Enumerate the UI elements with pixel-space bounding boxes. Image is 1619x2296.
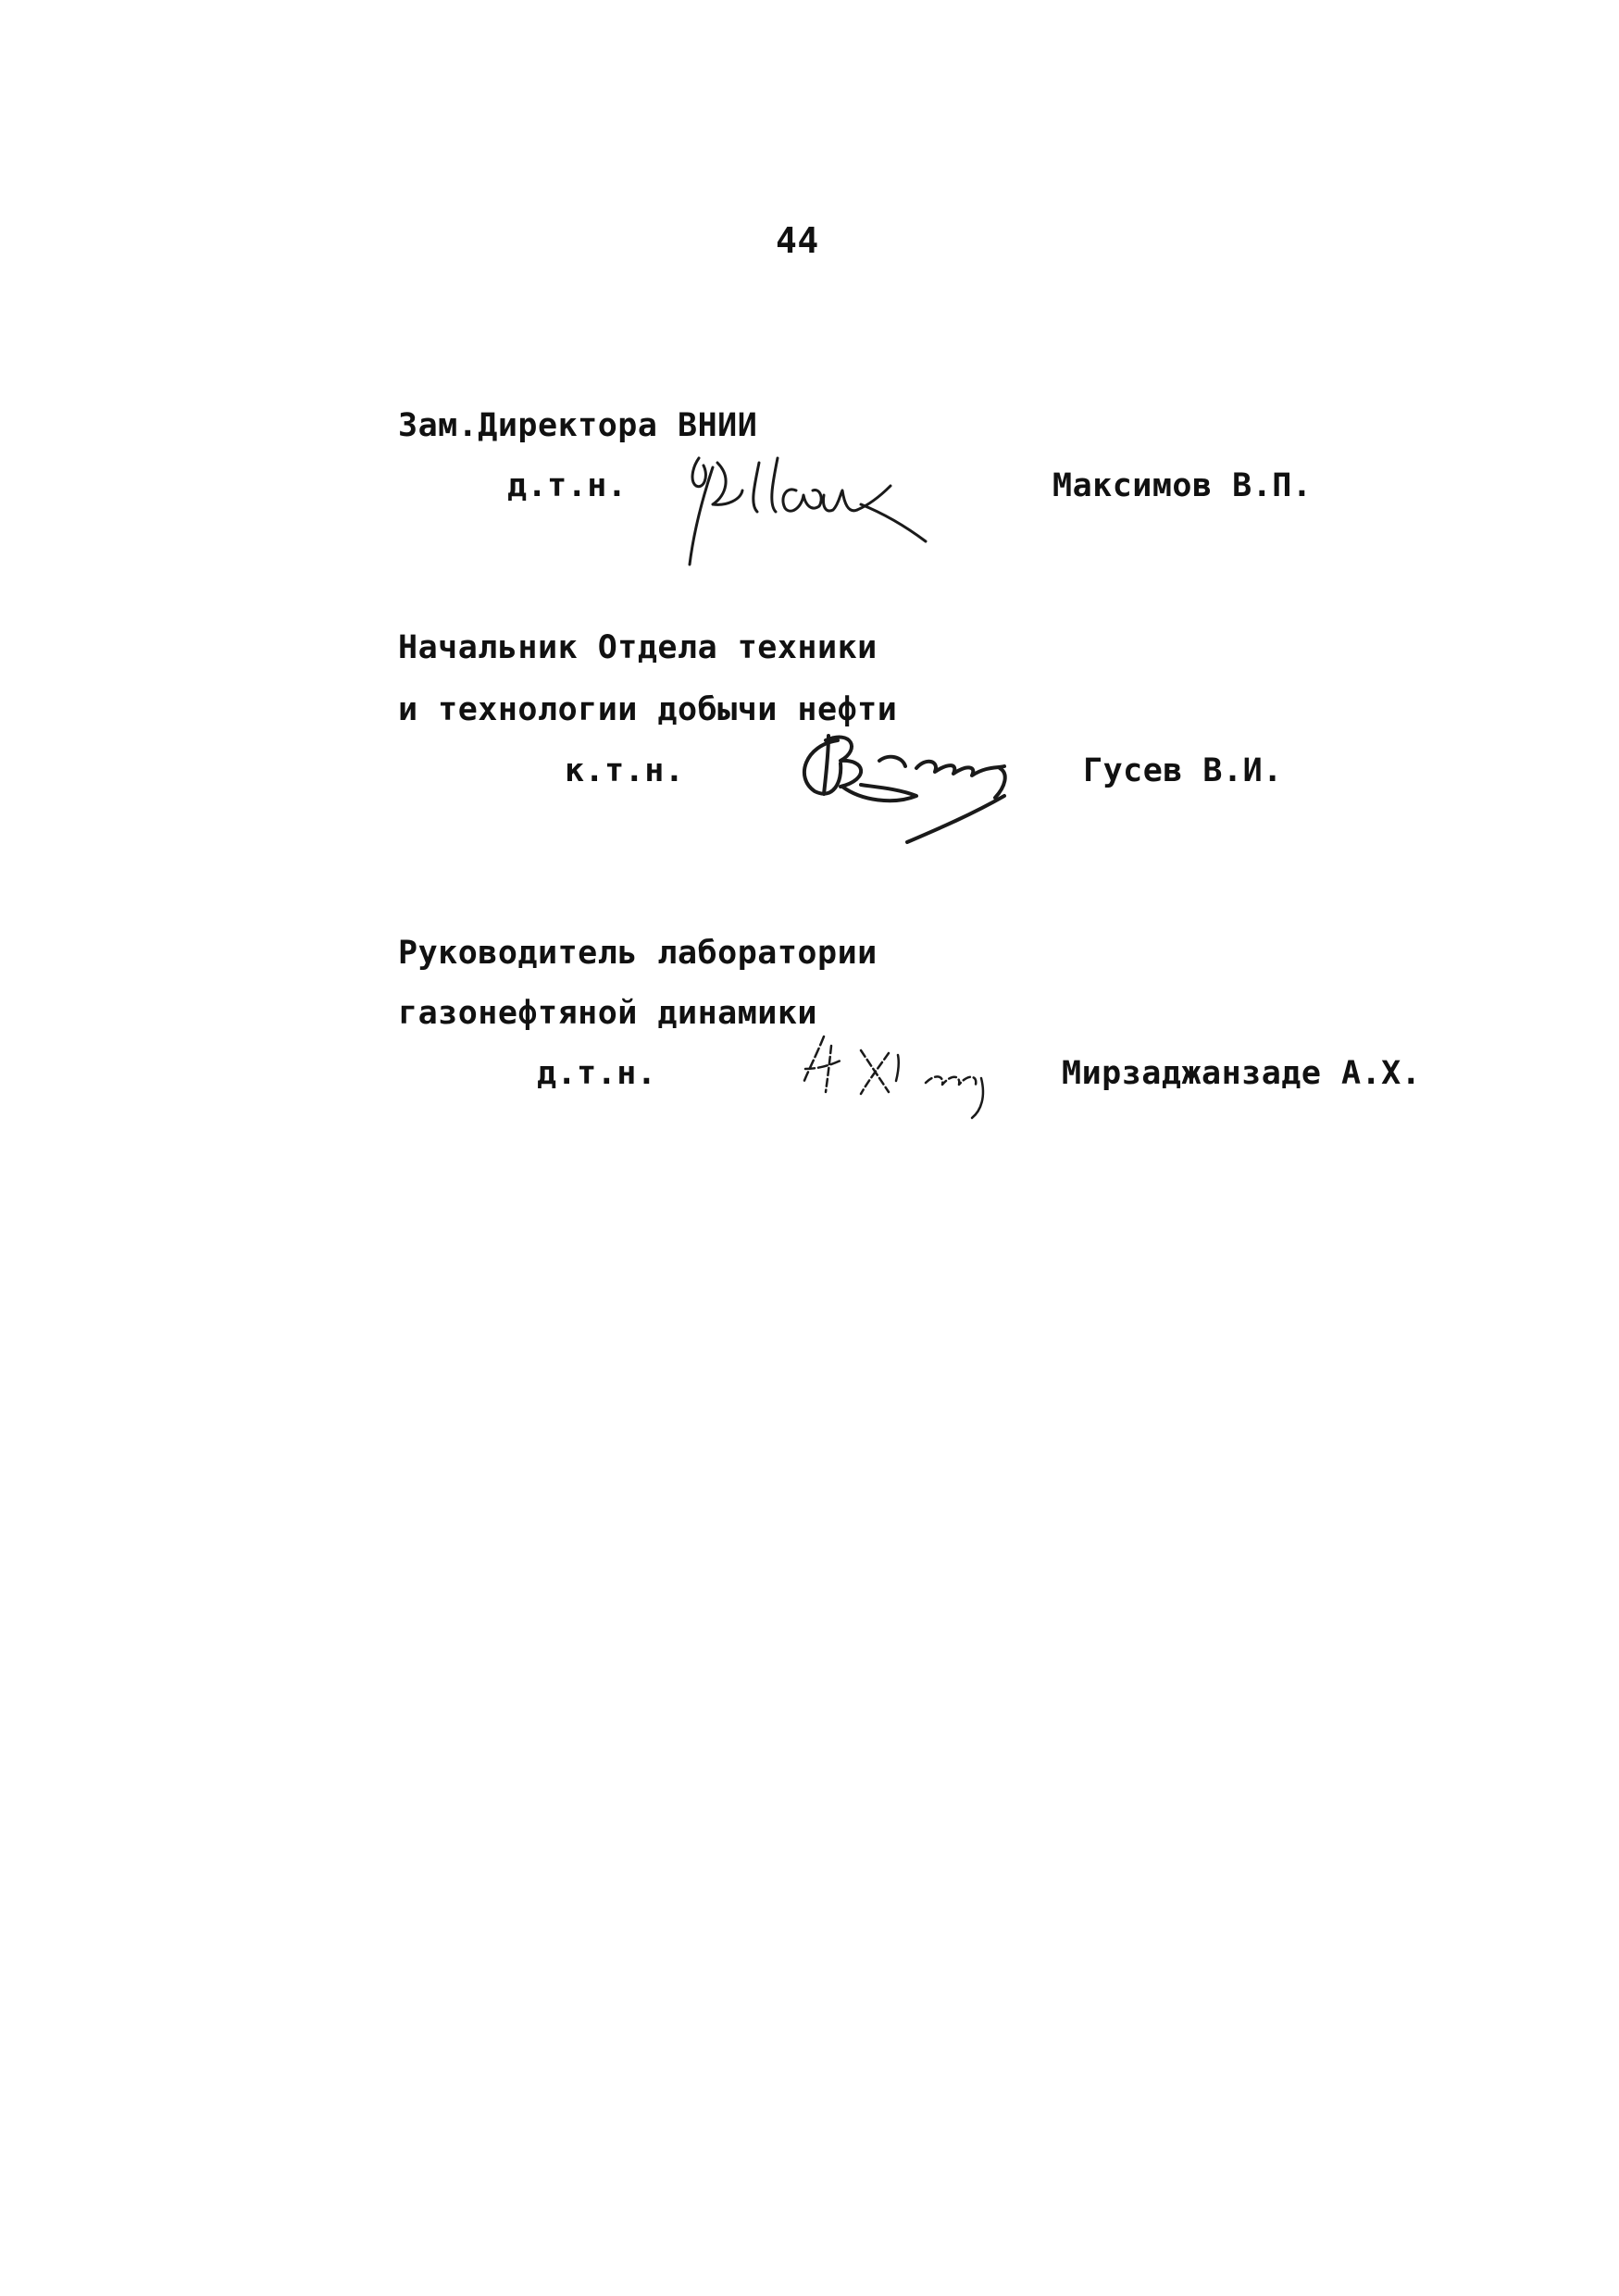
signatory-position-line: Руководитель лаборатории	[398, 935, 878, 972]
signatory-degree: к.т.н.	[565, 752, 685, 789]
signature-mirzadzhanzade	[796, 1027, 1055, 1124]
signatory-position-line: газонефтяной динамики	[398, 995, 818, 1032]
signature-maksimov	[676, 440, 990, 569]
page-number: 44	[776, 220, 819, 261]
signatory-position-line: Зам.Директора ВНИИ	[398, 407, 758, 444]
signature-gusev	[787, 713, 1092, 851]
signatory-name: Мирзаджанзаде А.Х.	[1062, 1055, 1422, 1092]
signatory-degree: д.т.н.	[507, 467, 628, 504]
signatory-degree: д.т.н.	[537, 1055, 657, 1092]
signatory-name: Максимов В.П.	[1052, 467, 1313, 504]
signatory-position-line: и технологии добычи нефти	[398, 691, 898, 728]
signatory-name: Гусев В.И.	[1083, 752, 1283, 789]
signatory-position-line: Начальник Отдела техники	[398, 629, 878, 666]
